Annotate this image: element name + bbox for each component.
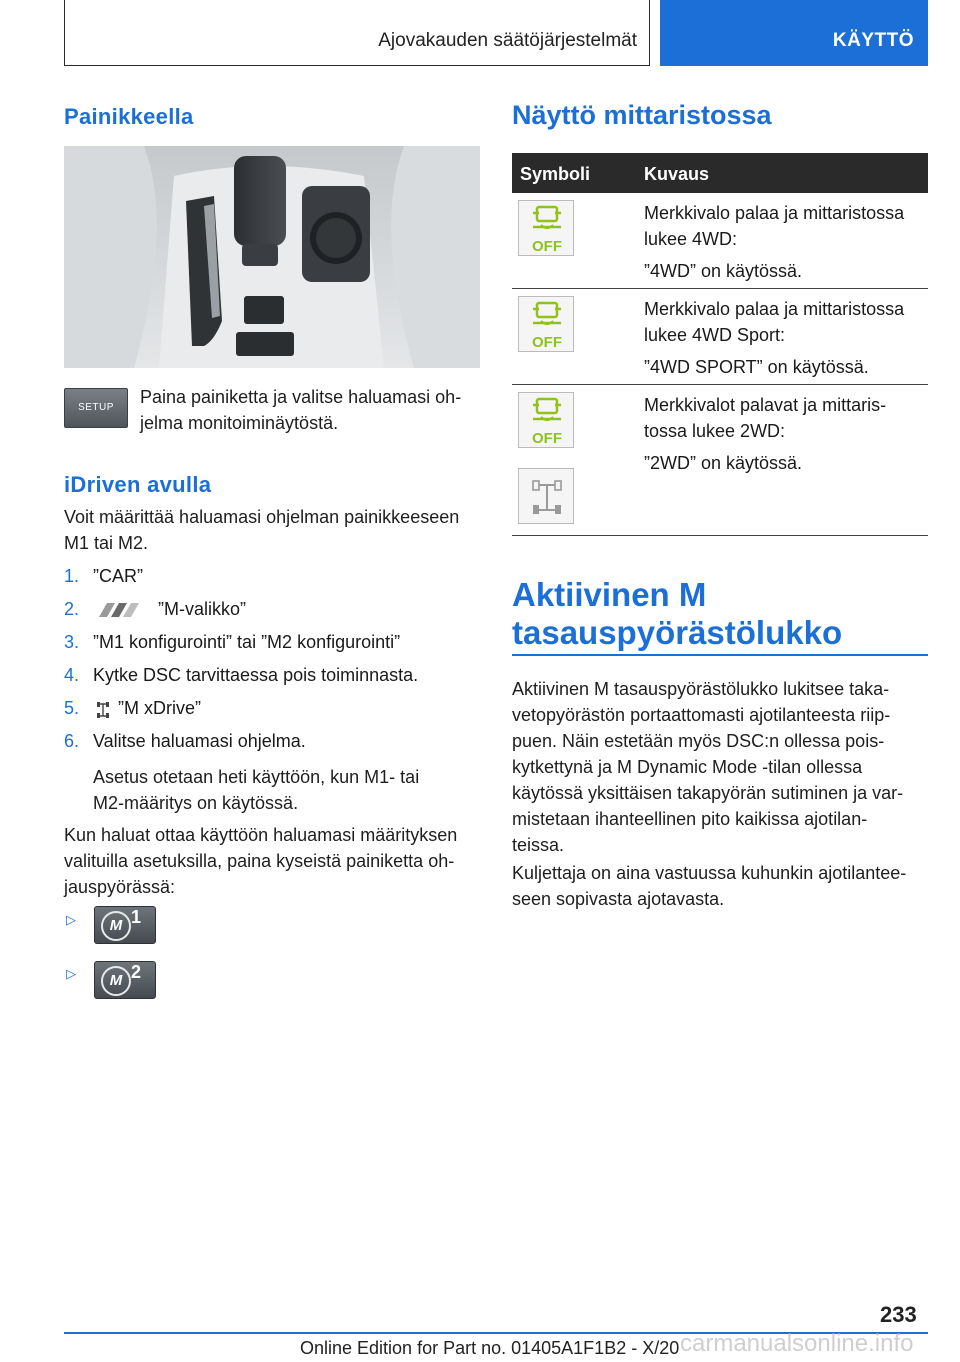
center-console-illustration xyxy=(64,146,480,368)
off-label: OFF xyxy=(532,238,562,255)
setup-button-icon: SETUP xyxy=(64,388,128,428)
4wd-sport-off-symbol-icon xyxy=(518,296,574,352)
row-2-line-2: lukee 4WD Sport: xyxy=(644,325,786,345)
m2-button-icon xyxy=(94,961,156,999)
m2-number: 2 xyxy=(131,962,142,982)
step6-extra-2: M2-määritys on käytössä. xyxy=(93,793,299,813)
page-number: 233 xyxy=(880,1302,917,1327)
table-row-divider xyxy=(512,535,928,536)
m1-button-icon xyxy=(94,906,156,944)
heading-active-m-lock-line-2: tasauspyörästölukko xyxy=(512,614,843,651)
table-row-divider xyxy=(512,288,928,289)
header-chapter-tab[interactable] xyxy=(660,0,928,66)
p2-line: Kuljettaja on aina vastuussa kuhunkin ajotilantee- xyxy=(512,863,907,883)
row-2-line-1: Merkkivalo palaa ja mittaristossa xyxy=(644,299,905,319)
step-text: Kytke DSC tarvittaessa pois toiminnasta. xyxy=(93,665,419,685)
row-2-desc xyxy=(644,296,928,380)
p2-line: seen sopivasta ajotavasta. xyxy=(512,889,725,909)
m-stripes-icon xyxy=(95,601,151,624)
outro-1: Kun haluat ottaa käyttöön haluamasi määrityksen xyxy=(64,825,458,845)
step6-extra-1: Asetus otetaan heti käyttöön, kun M1- tai xyxy=(93,767,420,787)
col-symbol: Symboli xyxy=(520,164,591,184)
row-2-line-3: ”4WD SPORT” on käytössä. xyxy=(644,357,869,377)
footer-watermark: carmanualsonline.info xyxy=(680,1330,914,1357)
row-1-line-1: Merkkivalo palaa ja mittaristossa xyxy=(644,203,905,223)
footer-edition: Online Edition for Part no. 01405A1F1B2 - X/20 xyxy=(300,1338,680,1358)
row-3-line-3: ”2WD” on käytössä. xyxy=(644,453,803,473)
step-number: 1. xyxy=(64,566,80,586)
2wd-off-symbol-icon xyxy=(518,392,574,448)
table-row-divider xyxy=(512,384,928,385)
heading-idrive: iDriven avulla xyxy=(64,472,212,497)
col-description: Kuvaus xyxy=(644,164,710,184)
m1-number: 1 xyxy=(131,907,142,927)
step-number: 3. xyxy=(64,632,80,652)
step-number: 5. xyxy=(64,698,80,718)
table-header xyxy=(512,153,928,193)
idrive-intro-2: M1 tai M2. xyxy=(64,533,149,553)
row-1-desc xyxy=(644,200,928,284)
4wd-off-symbol-icon xyxy=(518,200,574,256)
bullet-triangle: ▷ xyxy=(66,912,76,927)
header-section-box xyxy=(64,0,650,66)
p1-line: vetopyörästön portaattomasti ajotilanteesta riip- xyxy=(512,705,891,725)
row-3-line-2: tossa lukee 2WD: xyxy=(644,421,786,441)
heading-painikkeella: Painikkeella xyxy=(64,104,194,129)
lock-paragraph-2 xyxy=(512,860,906,912)
header-section-title: Ajovakauden säätöjärjestelmät xyxy=(378,30,637,51)
setup-text-2: jelma monitoiminäytöstä. xyxy=(140,413,339,433)
p1-line: mistetaan ihanteellinen pito kaikissa ajotilan- xyxy=(512,809,868,829)
step-number: 2. xyxy=(64,599,80,619)
2wd-drivetrain-symbol-icon xyxy=(518,468,574,524)
row-1-line-2: lukee 4WD: xyxy=(644,229,738,249)
m2-letter: M xyxy=(101,966,131,996)
step-text: ”M1 konfigurointi” tai ”M2 konfigurointi” xyxy=(93,632,401,652)
row-1-line-3: ”4WD” on käytössä. xyxy=(644,261,803,281)
row-3-desc xyxy=(644,392,928,476)
heading-rule xyxy=(512,654,928,656)
row-3-line-1: Merkkivalot palavat ja mittaris- xyxy=(644,395,887,415)
step-text: ”M-valikko” xyxy=(158,599,246,619)
xdrive-icon xyxy=(95,700,111,725)
step-number: 6. xyxy=(64,731,80,751)
header-chapter-title: KÄYTTÖ xyxy=(832,30,914,51)
off-label: OFF xyxy=(532,334,562,351)
step-text: ”CAR” xyxy=(93,566,143,586)
p1-line: Aktiivinen M tasauspyörästölukko lukitsee taka- xyxy=(512,679,890,699)
outro-3: jauspyörässä: xyxy=(64,877,176,897)
bullet-triangle: ▷ xyxy=(66,966,76,981)
step-number: 4. xyxy=(64,665,80,685)
step-text: ”M xDrive” xyxy=(118,698,201,718)
step-text: Valitse haluamasi ohjelma. xyxy=(93,731,306,751)
setup-text-1: Paina painiketta ja valitse haluamasi oh- xyxy=(140,387,462,407)
console-photo xyxy=(64,146,480,368)
heading-active-m-lock-line-1: Aktiivinen M xyxy=(512,576,707,613)
heading-display: Näyttö mittaristossa xyxy=(512,100,772,130)
lock-paragraph-1 xyxy=(512,676,903,858)
p1-line: teissa. xyxy=(512,835,565,855)
off-label: OFF xyxy=(532,430,562,447)
m1-letter: M xyxy=(101,911,131,941)
heading-active-m-lock xyxy=(512,576,842,652)
outro-2: valituilla asetuksilla, paina kyseistä painiketta oh- xyxy=(64,851,455,871)
p1-line: kytkettynä ja M Dynamic Mode -tilan ollessa xyxy=(512,757,863,777)
idrive-intro-1: Voit määrittää haluamasi ohjelman painikkeeseen xyxy=(64,507,460,527)
p1-line: käytössä yksittäisen takapyörän sutiminen ja var- xyxy=(512,783,904,803)
p1-line: puen. Näin estetään myös DSC:n ollessa pois- xyxy=(512,731,885,751)
